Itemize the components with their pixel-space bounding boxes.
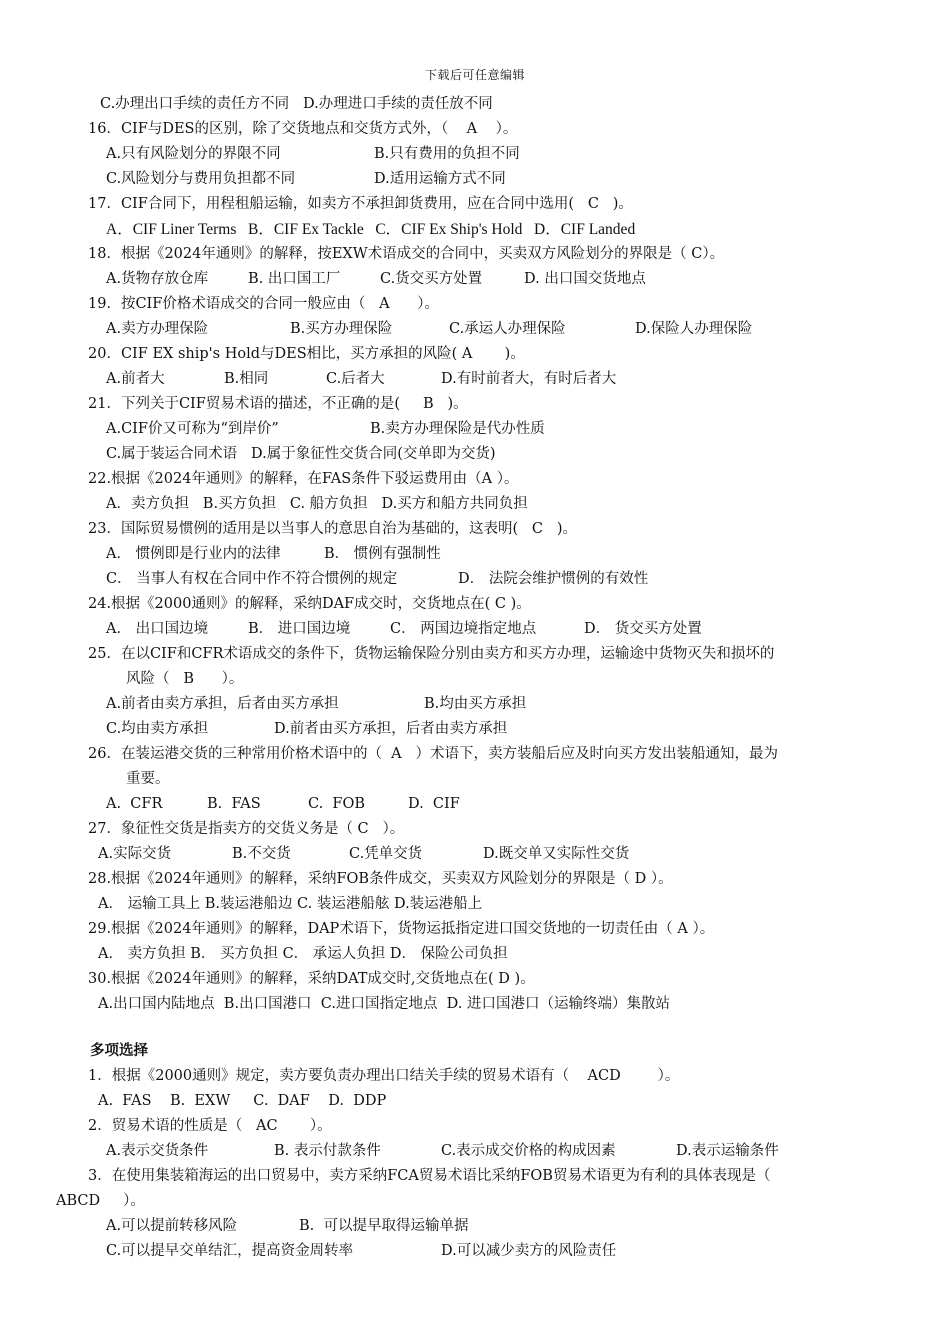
option-c: C.凭单交货 (349, 846, 423, 862)
question-25: 25．在以CIF和CFR术语成交的条件下，货物运输保险分别由卖方和买方办理，运输途中货物灭失和损坏的 (88, 646, 775, 662)
option-d: D.保险人办理保险 (635, 321, 753, 337)
question-16-options-ab (0, 142, 950, 167)
option-c: C． 两国边境指定地点 (390, 621, 537, 637)
question-15-options-cd: C.办理出口手续的责任方不同 D.办理进口手续的责任放不同 (100, 96, 493, 112)
option-d: D. 出口国交货地点 (524, 271, 646, 287)
option-b: B.相同 (224, 371, 269, 387)
option-a: A． 出口国边境 (106, 621, 209, 637)
multi-question-1: 1．根据《2000通则》规定，卖方要负责办理出口结关手续的贸易术语有（ ACD ）。 (88, 1068, 680, 1084)
question-24: 24.根据《2000通则》的解释，采纳DAF成交时，交货地点在( C )。 (88, 596, 531, 612)
option-c: C． 当事人有权在合同中作不符合惯例的规定 (106, 571, 398, 587)
option-b: B.买方办理保险 (290, 321, 393, 337)
question-22: 22.根据《2024年通则》的解释，在FAS条件下驳运费用由（A ）。 (88, 471, 519, 487)
multi-question-2: 2．贸易术语的性质是（ AC ）。 (88, 1118, 332, 1134)
option-a: A.卖方办理保险 (106, 321, 209, 337)
document-body (0, 92, 950, 1264)
option-a: A.只有风险划分的界限不同 (106, 146, 281, 162)
option-b: B． 惯例有强制性 (324, 546, 441, 562)
question-27: 27．象征性交货是指卖方的交货义务是（ C ）。 (88, 821, 405, 837)
option-a: A． 惯例即是行业内的法律 (106, 546, 281, 562)
question-26: 26．在装运港交货的三种常用价格术语中的（ A ）术语下，卖方装船后应及时向买方发出装船通知，最为 (88, 746, 778, 762)
option-b: B.卖方办理保险是代办性质 (370, 421, 545, 437)
question-20-options (0, 367, 950, 392)
option-b: B.均由买方承担 (424, 696, 527, 712)
question-18: 18．根据《2024年通则》的解释，按EXW术语成交的合同中，买卖双方风险划分的界限是（ C）。 (88, 246, 725, 262)
question-21-options-cd: C.属于装运合同术语 D.属于象征性交货合同(交单即为交货) (106, 446, 496, 462)
option-b: B.不交货 (232, 846, 291, 862)
question-19: 19．按CIF价格术语成交的合同一般应由（ A ）。 (88, 296, 440, 312)
option-a: A.前者大 (106, 371, 165, 387)
option-d: D.可以减少卖方的风险责任 (441, 1243, 617, 1259)
option-c: C.可以提早交单结汇，提高资金周转率 (106, 1243, 354, 1259)
question-23-options-cd (0, 567, 950, 592)
option-a: A.前者由卖方承担，后者由买方承担 (106, 696, 339, 712)
question-21: 21．下列关于CIF贸易术语的描述，不正确的是( B )。 (88, 396, 468, 412)
question-19-options (0, 317, 950, 342)
multi-question-2-options (0, 1139, 950, 1164)
question-17: 17．CIF合同下，用程租船运输，如卖方不承担卸货费用，应在合同中选用( C )。 (88, 196, 633, 212)
question-28: 28.根据《2024年通则》的解释，采纳FOB条件成交，买卖双方风险划分的界限是（ D ）。 (88, 871, 673, 887)
multi-question-3-options-ab (0, 1214, 950, 1239)
option-c: C.表示成交价格的构成因素 (441, 1143, 616, 1159)
question-21-options-ab (0, 417, 950, 442)
option-a: A. CFR (106, 796, 163, 812)
option-a: A.实际交货 (98, 846, 172, 862)
option-b: B. FAS (207, 796, 261, 812)
option-c: C.承运人办理保险 (449, 321, 566, 337)
multi-question-3: 3．在使用集装箱海运的出口贸易中，卖方采纳FCA贸易术语比采纳FOB贸易术语更为有利的具体表现是（ (88, 1168, 771, 1184)
option-d: D.适用运输方式不同 (374, 171, 506, 187)
page-header: 下载后可任意编辑 (424, 68, 525, 82)
option-b: B. 出口国工厂 (248, 271, 341, 287)
option-b: B. 可以提早取得运输单据 (299, 1218, 469, 1234)
option-c: C.风险划分与费用负担都不同 (106, 171, 296, 187)
question-23-options-ab (0, 542, 950, 567)
question-30: 30.根据《2024年通则》的解释，采纳DAT成交时,交货地点在( D )。 (88, 971, 535, 987)
question-25-continued: 风险（ B ）。 (126, 671, 244, 687)
option-b: B.只有费用的负担不同 (374, 146, 520, 162)
question-23: 23．国际贸易惯例的适用是以当事人的意思自治为基础的，这表明( C )。 (88, 521, 578, 537)
question-29: 29.根据《2024年通则》的解释，DAP术语下，货物运抵指定进口国交货地的一切责任由（ A ）。 (88, 921, 715, 937)
question-29-options: A． 卖方负担 B． 买方负担 C． 承运人负担 D． 保险公司负担 (98, 946, 508, 962)
option-c: C.后者大 (326, 371, 385, 387)
question-24-options (0, 617, 950, 642)
question-16-options-cd (0, 167, 950, 192)
question-20: 20．CIF EX ship's Hold与DES相比，买方承担的风险( A )。 (88, 346, 525, 362)
option-a: A.表示交货条件 (106, 1143, 209, 1159)
option-d: D.有时前者大，有时后者大 (441, 371, 617, 387)
question-22-options: A．卖方负担 B.买方负担 C. 船方负担 D.买方和船方共同负担 (106, 496, 528, 512)
question-28-options: A． 运输工具上 B.装运港船边 C. 装运港船舷 D.装运港船上 (98, 896, 483, 912)
option-d: D.既交单又实际性交货 (483, 846, 630, 862)
multi-question-3-options-cd (0, 1239, 950, 1264)
question-25-options-ab (0, 692, 950, 717)
section-heading-multiple-choice: 多项选择 (90, 1043, 148, 1059)
option-c: C.均由卖方承担 (106, 721, 209, 737)
option-b: B. 表示付款条件 (274, 1143, 381, 1159)
question-25-options-cd (0, 717, 950, 742)
option-a: A.货物存放仓库 (106, 271, 209, 287)
option-b: B． 进口国边境 (248, 621, 351, 637)
multi-question-1-options: A. FAS B. EXW C. DAF D. DDP (98, 1093, 387, 1109)
option-a: A.CIF价又可称为“到岸价” (106, 421, 279, 437)
question-18-options (0, 267, 950, 292)
option-d: D． 货交买方处置 (584, 621, 702, 637)
option-d: D． 法院会维护惯例的有效性 (458, 571, 649, 587)
multi-question-3-continued: ABCD ）。 (56, 1193, 145, 1209)
option-d: D.表示运输条件 (676, 1143, 779, 1159)
question-26-continued: 重要。 (126, 771, 170, 787)
option-d: D.前者由买方承担，后者由卖方承担 (274, 721, 508, 737)
question-30-options: A.出口国内陆地点 B.出口国港口 C.进口国指定地点 D. 进口国港口（运输终端）集散站 (98, 996, 671, 1012)
option-a: A.可以提前转移风险 (106, 1218, 238, 1234)
option-c: C.货交买方处置 (380, 271, 483, 287)
question-27-options (0, 842, 950, 867)
question-26-options (0, 792, 950, 817)
question-16: 16．CIF与DES的区别，除了交货地点和交货方式外，（ A ）。 (88, 121, 518, 137)
option-d: D. CIF (408, 796, 460, 812)
option-c: C. FOB (308, 796, 366, 812)
section-gap (0, 1017, 950, 1039)
question-17-options: A．CIF Liner Terms B．CIF Ex Tackle C．CIF Ex Ship's Hold D．CIF Landed (106, 221, 636, 238)
